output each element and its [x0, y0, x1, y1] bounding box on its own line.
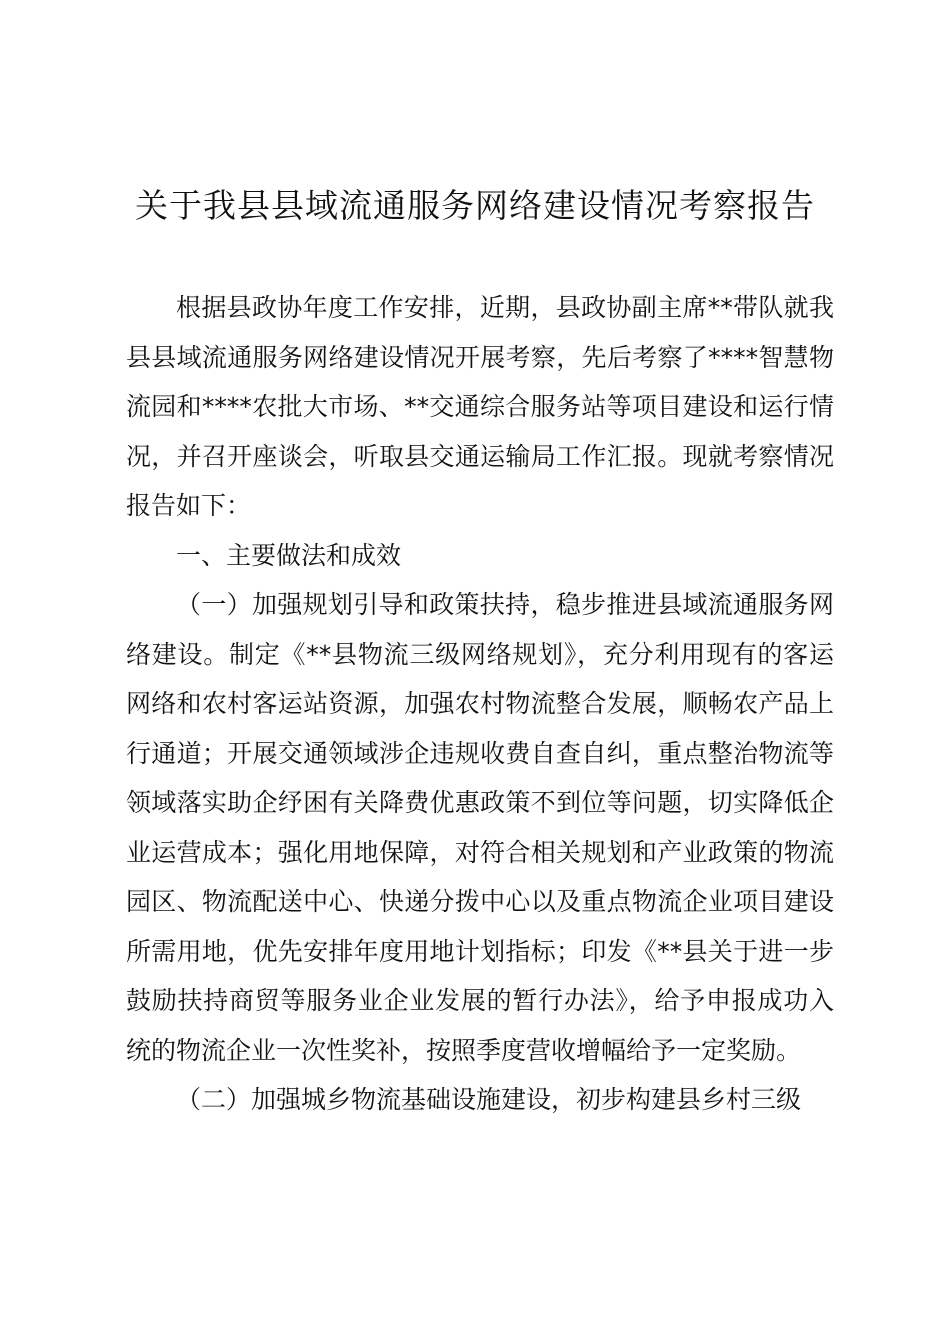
- subsection-paragraph-1: （一）加强规划引导和政策扶持，稳步推进县域流通服务网络建设。制定《**县物流三级网络规划》，充分利用现有的客运网络和农村客运站资源，加强农村物流整合发展，顺畅农产品上行通道；开展交通领域涉企违规收费自查自纠，重点整治物流等领域落实助企纾困有关降费优惠政策不到位等问题，切实降低企业运营成本；强化用地保障，对符合相关规划和产业政策的物流园区、物流配送中心、快递分拨中心以及重点物流企业项目建设所需用地，优先安排年度用地计划指标；印发《**县关于进一步鼓励扶持商贸等服务业企业发展的暂行办法》，给予申报成功入统的物流企业一次性奖补，按照季度营收增幅给予一定奖励。: [126, 590, 834, 1065]
- report-body: [126, 283, 834, 1125]
- report-title: 关于我县县域流通服务网络建设情况考察报告: [135, 186, 815, 225]
- section-heading: 一、主要做法和成效: [176, 540, 402, 570]
- subsection-paragraph-2: （二）加强城乡物流基础设施建设，初步构建县乡村三级: [176, 1085, 802, 1114]
- intro-paragraph: 根据县政协年度工作安排，近期，县政协副主席**带队就我县县域流通服务网络建设情况开展考察，先后考察了****智慧物流园和****农批大市场、**交通综合服务站等项目建设和运行情况，并召开座谈会，听取县交通运输局工作汇报。现就考察情况报告如下：: [126, 293, 834, 520]
